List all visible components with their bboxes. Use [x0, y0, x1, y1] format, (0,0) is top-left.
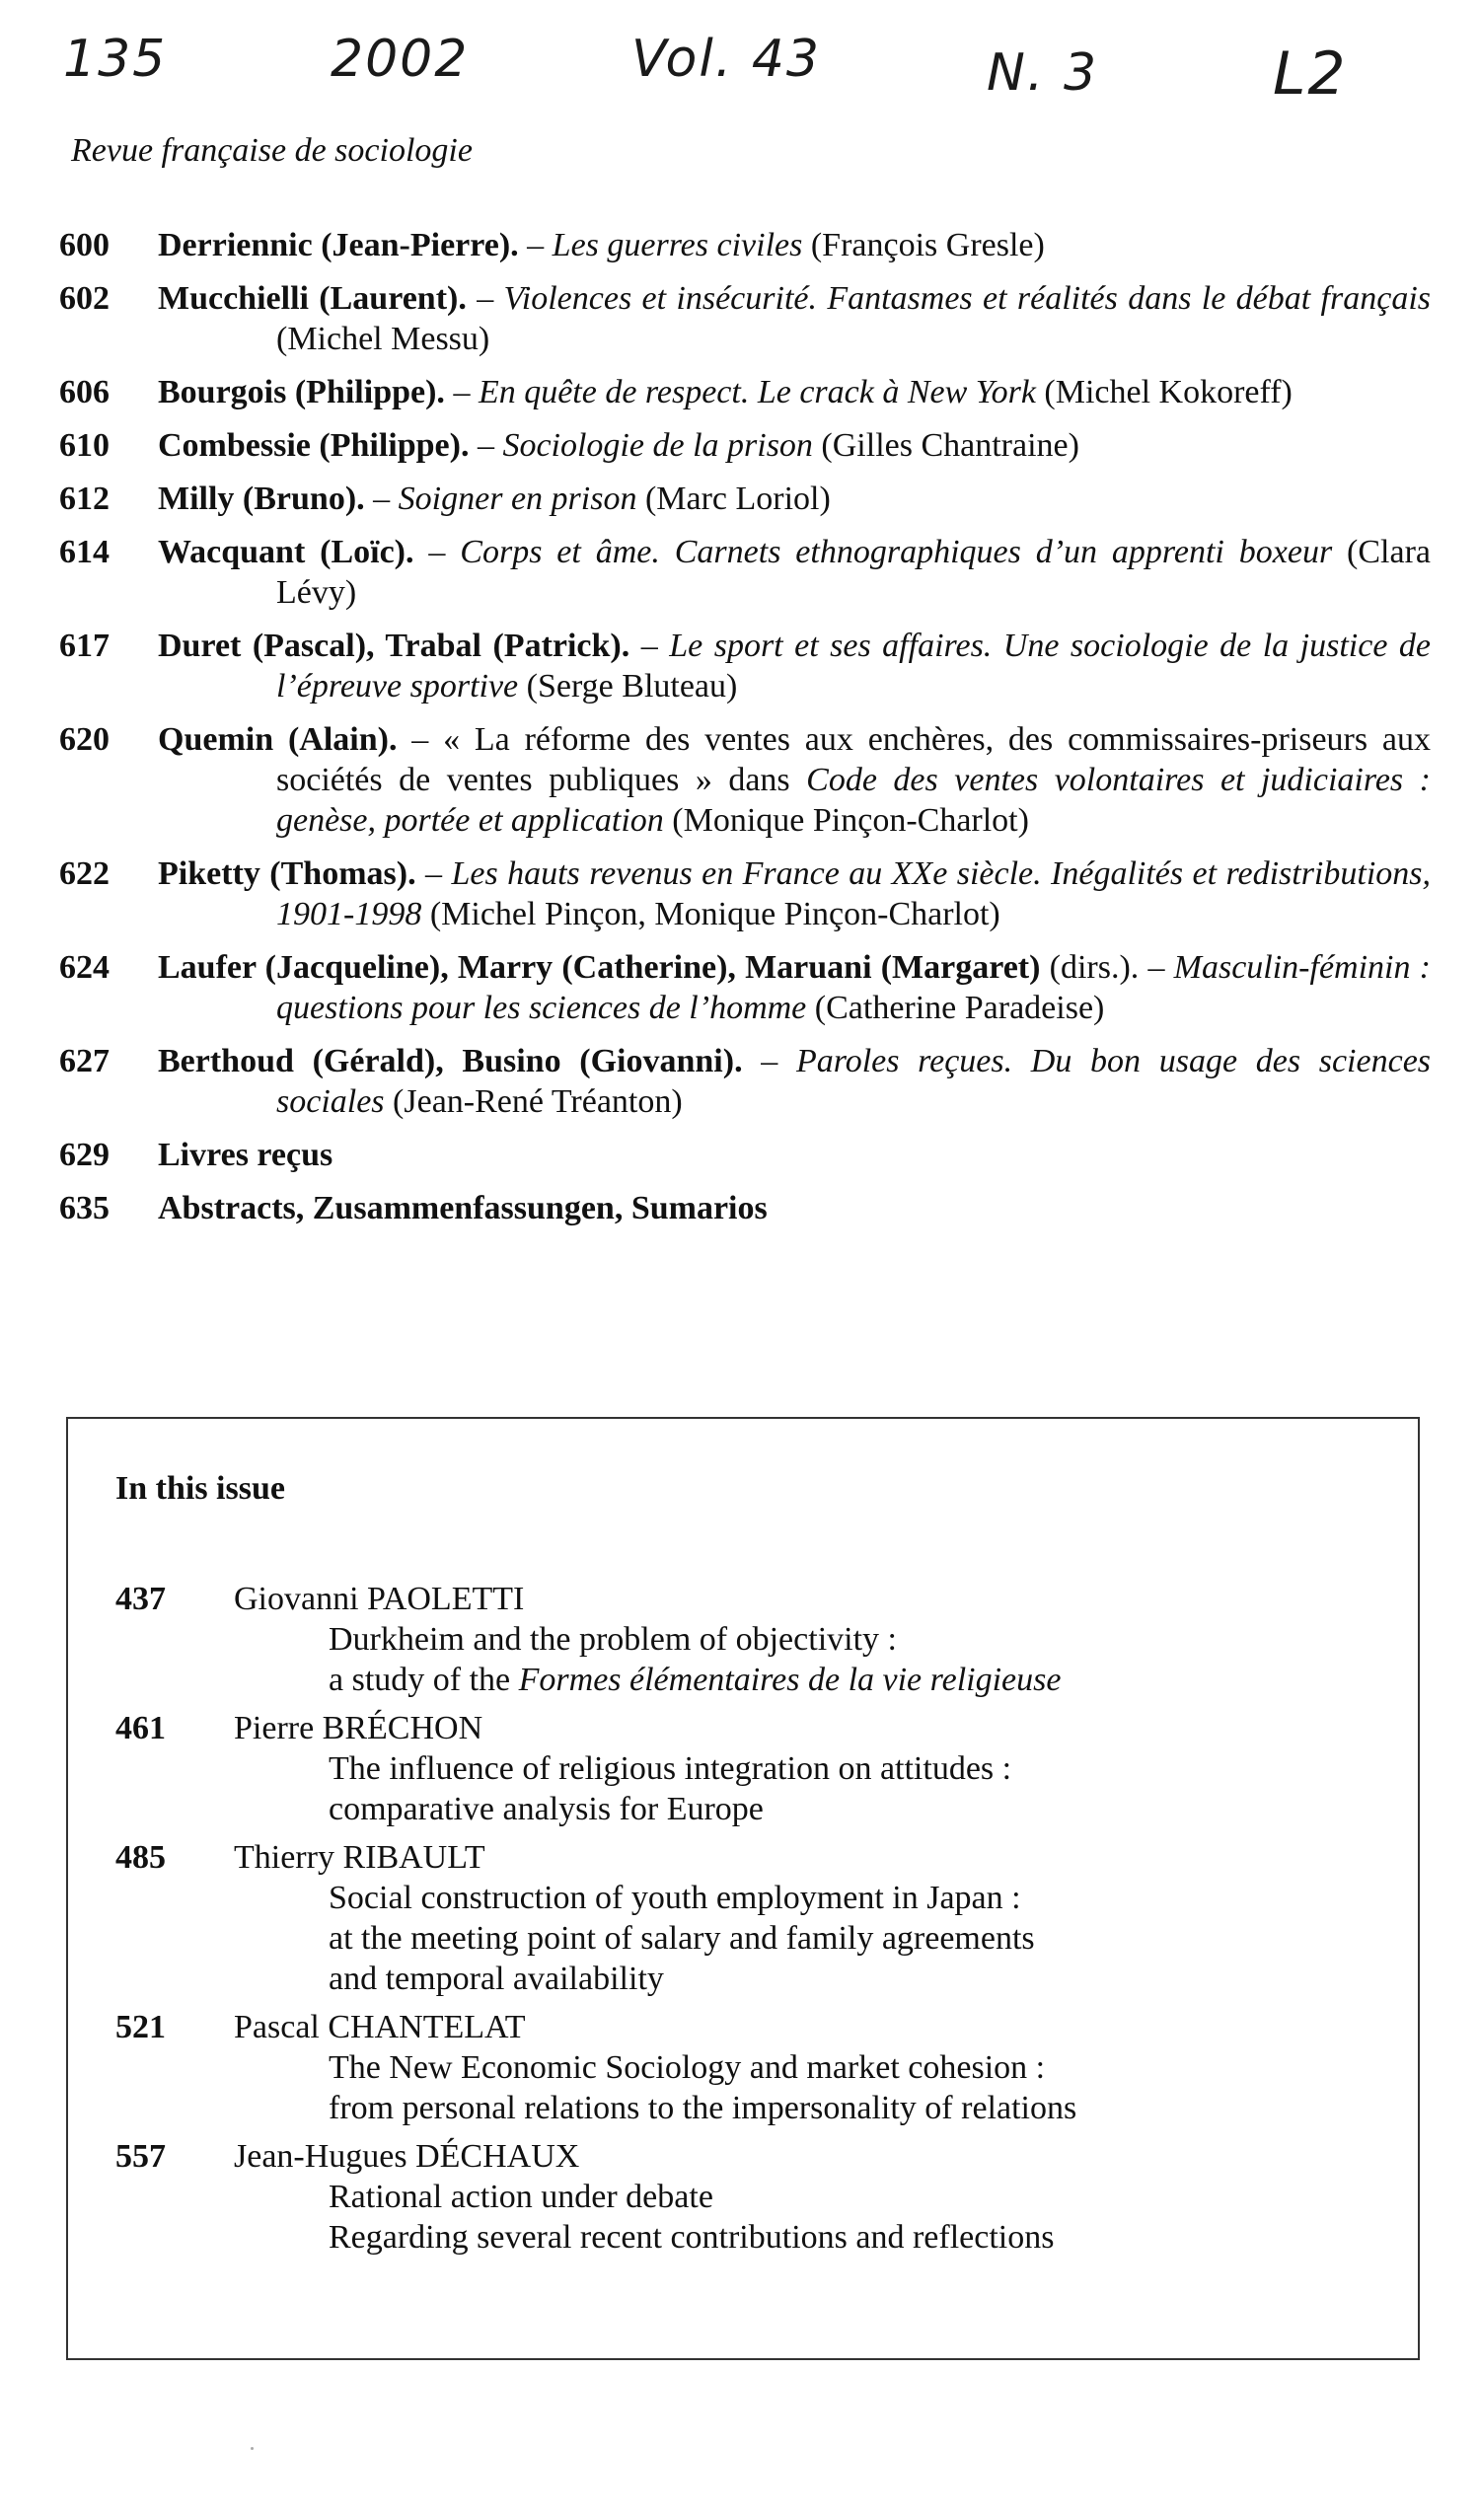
- issue-title-line: comparative analysis for Europe: [329, 1791, 764, 1827]
- issue-page-number: 557: [115, 2138, 166, 2175]
- toc-entry: [59, 626, 1431, 706]
- handwritten-volume: Vol. 43: [631, 30, 822, 89]
- toc-reviewer: (Marc Loriol): [636, 481, 831, 517]
- toc-page-number: 602: [59, 280, 110, 317]
- toc-author: Milly (Bruno).: [158, 481, 365, 517]
- toc-reviewer: (Michel Pinçon, Monique Pinçon-Charlot): [421, 896, 1000, 932]
- toc-entry: [59, 425, 1431, 466]
- issue-title-italic: Formes élémentaires de la vie religieuse: [518, 1662, 1062, 1698]
- toc-page-number: 622: [59, 855, 110, 892]
- issue-author: Pierre BRÉCHON: [234, 1710, 483, 1746]
- toc-reviewer: (Serge Bluteau): [518, 668, 738, 704]
- toc-entry: [59, 1135, 1431, 1175]
- toc-separator: –: [364, 481, 399, 517]
- toc-entry: [59, 1041, 1431, 1122]
- toc-author: Wacquant (Loïc).: [158, 534, 414, 570]
- toc-entry: [59, 479, 1431, 519]
- issue-title-line: from personal relations to the impersonality of relations: [329, 2090, 1077, 2126]
- toc-reviewer: (Jean-René Tréanton): [384, 1083, 683, 1120]
- paper-speck: [251, 2447, 254, 2450]
- toc-reviewer: (Monique Pinçon-Charlot): [663, 802, 1029, 839]
- toc-entry: [59, 853, 1431, 934]
- toc-author: Laufer (Jacqueline), Marry (Catherine), Maruani (Margaret): [158, 949, 1041, 986]
- toc-title: Paroles reçues. Du bon usage des sciences sociales: [276, 1043, 1432, 1120]
- handwritten-issue: N. 3: [987, 43, 1099, 103]
- toc-entry: [59, 947, 1431, 1028]
- toc-separator: –: [397, 721, 444, 758]
- toc-separator: –: [444, 374, 479, 410]
- issue-title-line: Rational action under debate: [329, 2179, 713, 2215]
- toc-page-number: 627: [59, 1043, 110, 1079]
- issue-author: Jean-Hugues DÉCHAUX: [234, 2138, 580, 2175]
- toc-page-number: 617: [59, 628, 110, 664]
- toc-author: Combessie (Philippe).: [158, 427, 470, 464]
- issue-item: [115, 2007, 1398, 2128]
- toc-title: Violences et insécurité. Fantasmes et réalités dans le débat français: [503, 280, 1431, 317]
- handwritten-year: 2002: [331, 30, 470, 89]
- table-of-contents: [59, 225, 1431, 1241]
- issue-page-number: 521: [115, 2009, 166, 2045]
- handwritten-mark: L2: [1273, 39, 1348, 109]
- toc-separator: –: [466, 280, 504, 317]
- toc-author: Bourgois (Philippe).: [158, 374, 445, 410]
- toc-entry: [59, 278, 1431, 359]
- toc-title: Corps et âme. Carnets ethnographiques d’un apprenti boxeur: [460, 534, 1333, 570]
- toc-author: Piketty (Thomas).: [158, 855, 416, 892]
- toc-author: Derriennic (Jean-Pierre).: [158, 227, 519, 263]
- issue-item: [115, 1837, 1398, 1999]
- issue-author: Pascal CHANTELAT: [234, 2009, 526, 2045]
- toc-separator: (dirs.). –: [1040, 949, 1174, 986]
- toc-title: Sociologie de la prison: [502, 427, 813, 464]
- issue-author: Thierry RIBAULT: [234, 1839, 485, 1876]
- in-this-issue-heading: In this issue: [115, 1470, 285, 1507]
- toc-page-number: 600: [59, 227, 110, 263]
- toc-separator: –: [518, 227, 553, 263]
- toc-page-number: 606: [59, 374, 110, 410]
- issue-title-prefix: a study of the: [329, 1662, 519, 1698]
- toc-author: Livres reçus: [158, 1137, 333, 1173]
- issue-title-line: and temporal availability: [329, 1961, 664, 1997]
- issue-author: Giovanni PAOLETTI: [234, 1581, 525, 1617]
- toc-author: Duret (Pascal), Trabal (Patrick).: [158, 628, 630, 664]
- issue-item: [115, 1579, 1398, 1700]
- toc-title: Masculin-féminin : questions pour les sciences de l’homme: [276, 949, 1431, 1026]
- toc-title: Les guerres civiles: [552, 227, 803, 263]
- toc-entry: [59, 225, 1431, 265]
- issue-title-line: The influence of religious integration on attitudes :: [329, 1750, 1012, 1787]
- toc-author: Berthoud (Gérald), Busino (Giovanni).: [158, 1043, 743, 1079]
- toc-reviewer: (Catherine Paradeise): [806, 990, 1105, 1026]
- toc-separator: –: [413, 534, 461, 570]
- toc-separator: –: [469, 427, 503, 464]
- issue-page-number: 485: [115, 1839, 166, 1876]
- toc-reviewer: (Clara Lévy): [276, 534, 1432, 611]
- toc-author: Quemin (Alain).: [158, 721, 398, 758]
- toc-reviewer: (Michel Kokoreff): [1035, 374, 1293, 410]
- toc-page-number: 635: [59, 1190, 110, 1226]
- toc-page-number: 620: [59, 721, 110, 758]
- toc-title: Le sport et ses affaires. Une sociologie de la justice de l’épreuve sportive: [276, 628, 1431, 704]
- toc-title: Les hauts revenus en France au XXe siècle. Inégalités et redistributions, 1901-1998: [276, 855, 1431, 932]
- toc-reviewer: (François Gresle): [802, 227, 1045, 263]
- issue-title-line: Durkheim and the problem of objectivity :: [329, 1621, 897, 1658]
- issue-title-line: at the meeting point of salary and family agreements: [329, 1920, 1035, 1957]
- toc-entry: [59, 372, 1431, 412]
- issue-title-line: Regarding several recent contributions and reflections: [329, 2219, 1055, 2256]
- toc-author: Mucchielli (Laurent).: [158, 280, 467, 317]
- toc-title: Code des ventes volontaires et judiciaires : genèse, portée et application: [276, 762, 1431, 839]
- toc-reviewer: (Michel Messu): [276, 321, 490, 357]
- issue-item: [115, 1708, 1398, 1829]
- toc-author: Abstracts, Zusammenfassungen, Sumarios: [158, 1190, 768, 1226]
- issue-title-line: [115, 1660, 1398, 1700]
- toc-separator: –: [415, 855, 452, 892]
- toc-entry: [59, 1188, 1431, 1228]
- toc-page-number: 614: [59, 534, 110, 570]
- toc-separator: –: [742, 1043, 796, 1079]
- toc-entry: [59, 719, 1431, 841]
- journal-title: Revue française de sociologie: [71, 132, 473, 169]
- issue-title-line: Social construction of youth employment in Japan :: [329, 1880, 1021, 1916]
- toc-page-number: 629: [59, 1137, 110, 1173]
- toc-page-number: 610: [59, 427, 110, 464]
- issue-title-line: The New Economic Sociology and market cohesion :: [329, 2049, 1046, 2086]
- toc-title: En quête de respect. Le crack à New York: [478, 374, 1036, 410]
- toc-article: « La réforme des ventes aux enchères, des commissaires-priseurs aux sociétés de ventes publiques » dans: [276, 721, 1432, 798]
- issue-page-number: 461: [115, 1710, 166, 1746]
- issue-item: [115, 2136, 1398, 2258]
- toc-reviewer: (Gilles Chantraine): [812, 427, 1079, 464]
- toc-entry: [59, 532, 1431, 613]
- toc-page-number: 624: [59, 949, 110, 986]
- issue-list: [115, 1579, 1398, 2265]
- toc-title: Soigner en prison: [398, 481, 637, 517]
- toc-page-number: 612: [59, 481, 110, 517]
- in-this-issue-box: [66, 1417, 1420, 2360]
- issue-page-number: 437: [115, 1581, 166, 1617]
- handwritten-number: 135: [63, 30, 168, 89]
- toc-separator: –: [629, 628, 670, 664]
